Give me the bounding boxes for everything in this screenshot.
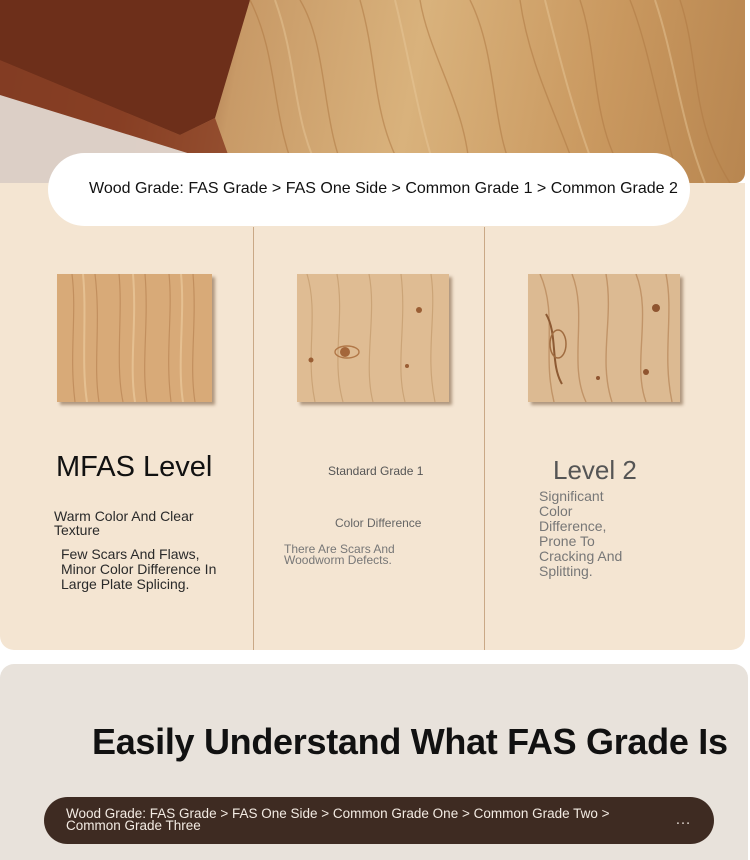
grade-desc-common-1-1: Color Difference (335, 516, 422, 530)
grade-title-fas: MFAS Level (56, 451, 213, 483)
grade-title-common-1: Standard Grade 1 (328, 464, 424, 478)
wood-sample-common-2 (528, 274, 680, 402)
grade-path-bar (44, 797, 714, 844)
grade-desc-fas-2: Few Scars And Flaws, Minor Color Difference In Large Plate Splicing. (61, 546, 217, 592)
column-divider (484, 227, 485, 650)
grade-title-common-2: Level 2 (553, 455, 637, 485)
section-headline: Easily Understand What FAS Grade Is (92, 721, 728, 762)
wood-sample-fas (57, 274, 212, 402)
grade-desc-common-1-2: There Are Scars And Woodworm Defects. (284, 542, 395, 567)
more-icon: … (675, 811, 692, 828)
grade-path-banner (48, 153, 690, 226)
grade-desc-fas-1: Warm Color And Clear Texture (54, 508, 194, 538)
wood-sample-common-1 (297, 274, 449, 402)
grade-desc-common-2: Significant Color Difference, Prone To Cracking And Splitting. (539, 488, 623, 579)
grade-path-text: Wood Grade: FAS Grade > FAS One Side > Common Grade 1 > Common Grade 2 (89, 180, 678, 197)
column-divider (253, 227, 254, 650)
grade-path-bar-text: Wood Grade: FAS Grade > FAS One Side > Common Grade One > Common Grade Two > Common Grade Three (66, 806, 610, 833)
